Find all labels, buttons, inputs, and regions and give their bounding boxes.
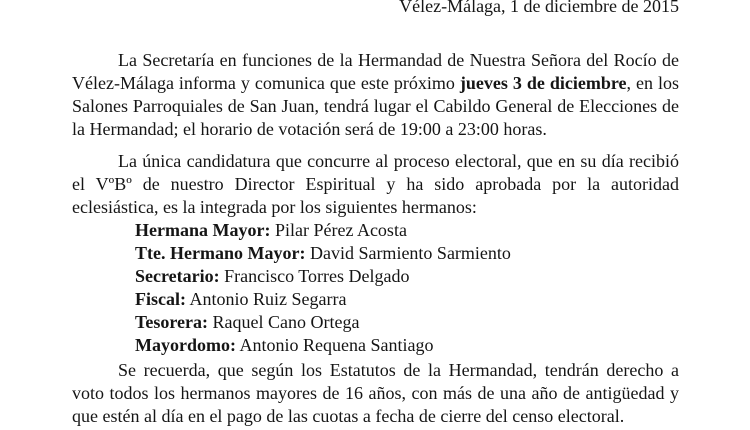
board-member-row (135, 242, 679, 265)
board-member-row (135, 334, 679, 357)
paragraph-announcement-text-start: La Secretaría en funciones de la Hermandad de Nuestra Señora del Rocío de Vélez-Málaga informa y comunica que este próximo (72, 50, 679, 93)
paragraph-announcement-date-emphasis: jueves 3 de diciembre (459, 73, 627, 93)
board-role-label: Hermana Mayor: (135, 220, 271, 240)
board-member-name: Raquel Cano Ortega (212, 312, 360, 332)
board-member-name: Antonio Requena Santiago (239, 335, 434, 355)
board-member-row (135, 265, 679, 288)
letter-content (72, 0, 679, 428)
paragraph-voting-rights: Se recuerda, que según los Estatutos de la Hermandad, tendrán derecho a voto todos los hermanos mayores de 16 años, con más de una año de antigüedad y que estén al día en el pago de las cuotas a fecha de cierre del censo electoral. (72, 360, 679, 426)
board-member-row (135, 311, 679, 334)
board-member-name: Pilar Pérez Acosta (274, 220, 407, 240)
board-member-list (72, 219, 679, 357)
paragraph-announcement-text-end: , en los Salones Parroquiales de San Juan, tendrá lugar el Cabildo General de Elecciones de la Hermandad; el horario de votación será de 19:00 a 23:00 horas. (72, 73, 679, 139)
board-member-row (135, 288, 679, 311)
dateline: Vélez-Málaga, 1 de diciembre de 2015 (399, 0, 679, 16)
board-member-name: David Sarmiento Sarmiento (309, 243, 511, 263)
board-role-label: Tesorera: (135, 312, 208, 332)
paragraph-candidacy: La única candidatura que concurre al proceso electoral, que en su día recibió el VºBº de nuestro Director Espiritual y ha sido aprobada por la autoridad eclesiástica, es la integrada por los siguientes hermanos: (72, 151, 679, 217)
board-member-name: Francisco Torres Delgado (224, 266, 410, 286)
board-member-name: Antonio Ruiz Segarra (189, 289, 347, 309)
board-member-row (135, 219, 679, 242)
board-role-label: Fiscal: (135, 289, 186, 309)
board-role-label: Secretario: (135, 266, 220, 286)
paragraph-announcement (72, 49, 679, 141)
board-role-label: Tte. Hermano Mayor: (135, 243, 306, 263)
board-role-label: Mayordomo: (135, 335, 236, 355)
